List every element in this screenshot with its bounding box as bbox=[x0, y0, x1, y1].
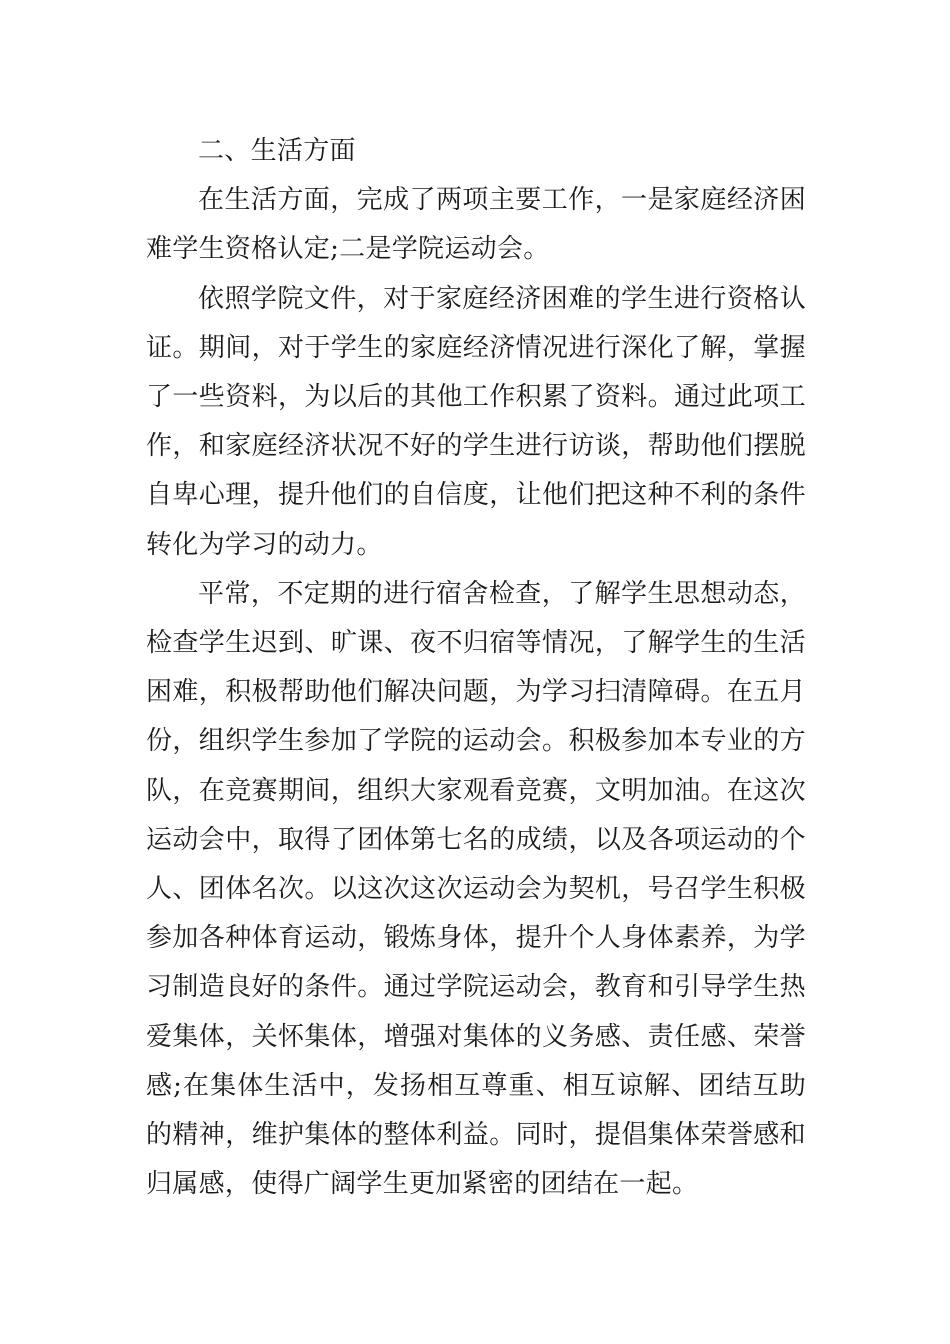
document-body bbox=[146, 127, 806, 1209]
paragraph-1: 在生活方面，完成了两项主要工作，一是家庭经济困难学生资格认定;二是学院运动会。 bbox=[146, 185, 806, 265]
section-heading: 二、生活方面 bbox=[198, 136, 356, 166]
paragraph-3: 平常，不定期的进行宿舍检查，了解学生思想动态，检查学生迟到、旷课、夜不归宿等情况，了解学生的生活困难，积极帮助他们解决问题，为学习扫清障碍。在五月份，组织学生参加了学院的运动会。积极参加本专业的方队，在竞赛期间，组织大家观看竞赛，文明加油。在这次运动会中，取得了团体第七名的成绩，以及各项运动的个人、团体名次。以这次这次运动会为契机，号召学生积极参加各种体育运动，锻炼身体，提升个人身体素养，为学习制造良好的条件。通过学院运动会，教育和引导学生热爱集体，关怀集体，增强对集体的义务感、责任感、荣誉感;在集体生活中，发扬相互尊重、相互谅解、团结互助的精神，维护集体的整体利益。同时，提倡集体荣誉感和归属感，使得广阔学生更加紧密的团结在一起。 bbox=[146, 578, 806, 1200]
paragraph-2: 依照学院文件，对于家庭经济困难的学生进行资格认证。期间，对于学生的家庭经济情况进行深化了解，掌握了一些资料，为以后的其他工作积累了资料。通过此项工作，和家庭经济状况不好的学生进行访谈，帮助他们摆脱自卑心理，提升他们的自信度，让他们把这种不利的条件转化为学习的动力。 bbox=[146, 283, 806, 560]
